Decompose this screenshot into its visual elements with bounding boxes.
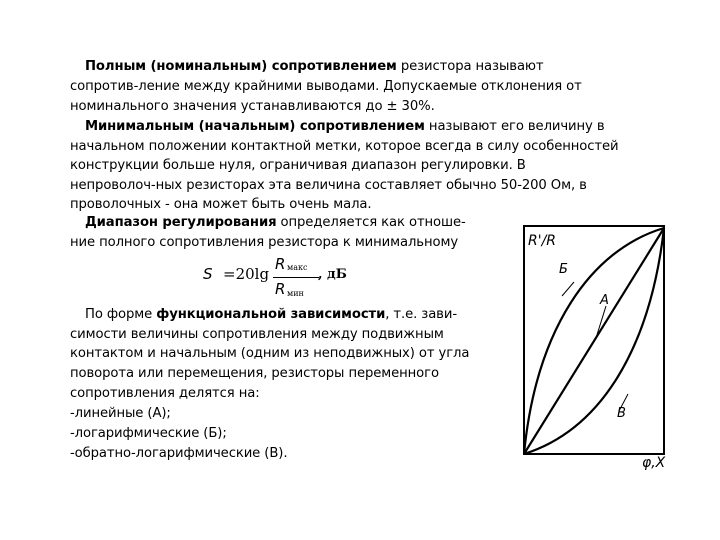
paragraph2-line1: Минимальным (начальным) сопротивлением называют его величину в xyxy=(85,119,605,134)
formula-eq: =20lg xyxy=(223,265,270,283)
paragraph4-line3: контактом и начальным (одним из неподвижных) от угла xyxy=(70,346,470,361)
paragraph3-line2: ние полного сопротивления резистора к минимальному xyxy=(70,235,459,250)
term-min-resistance: Минимальным (начальным) сопротивлением xyxy=(85,119,425,134)
formula-lhs: S xyxy=(203,265,213,283)
paragraph1-line3: номинального значения устанавливаются до ± 30%. xyxy=(70,99,435,114)
label-a: А xyxy=(600,293,609,308)
label-b: Б xyxy=(559,262,568,277)
term-full-resistance: Полным (номинальным) сопротивлением xyxy=(85,59,397,74)
paragraph2-line4: непроволоч-ных резисторах эта величина составляет обычно 50-200 Ом, в xyxy=(70,178,587,193)
list-item-linear: -линейные (А); xyxy=(70,406,171,421)
paragraph2-line5: проволочных - она может быть очень мала. xyxy=(70,197,372,212)
paragraph1-line1: Полным (номинальным) сопротивлением резистора называют xyxy=(85,59,544,74)
x-axis-label: φ,X xyxy=(642,455,666,471)
paragraph4-line5: сопротивления делятся на: xyxy=(70,386,260,401)
y-axis-label: R'/R xyxy=(528,233,557,249)
leader-b xyxy=(562,282,574,296)
paragraph1-line2: сопротив-ление между крайними выводами. Допускаемые отклонения от xyxy=(70,79,582,94)
formula-numerator-sub: макс xyxy=(287,263,308,272)
list-item-logarithmic: -логарифмические (Б); xyxy=(70,426,227,441)
paragraph3-line1: Диапазон регулирования определяется как отноше- xyxy=(85,215,466,230)
formula-unit: , дБ xyxy=(318,267,347,282)
formula-denominator-sub: мин xyxy=(287,289,304,298)
term-regulation-range: Диапазон регулирования xyxy=(85,215,277,230)
paragraph4-line4: поворота или перемещения, резисторы переменного xyxy=(70,366,439,381)
curve-a-linear xyxy=(524,228,664,454)
term-functional-dependence: функциональной зависимости xyxy=(156,307,386,322)
paragraph4-line1: По форме функциональной зависимости, т.е. зави- xyxy=(85,307,457,322)
paragraph4-line2: симости величины сопротивления между подвижным xyxy=(70,327,444,342)
paragraph2-line3: конструкции больше нуля, ограничивая диапазон регулировки. В xyxy=(70,158,526,173)
paragraph2-line2: начальном положении контактной метки, которое всегда в силу особенностей xyxy=(70,139,619,154)
formula-numerator: R xyxy=(275,255,286,273)
formula-denominator: R xyxy=(275,280,286,298)
list-item-inverse-logarithmic: -обратно-логарифмические (В). xyxy=(70,446,288,461)
label-v: В xyxy=(617,406,626,421)
